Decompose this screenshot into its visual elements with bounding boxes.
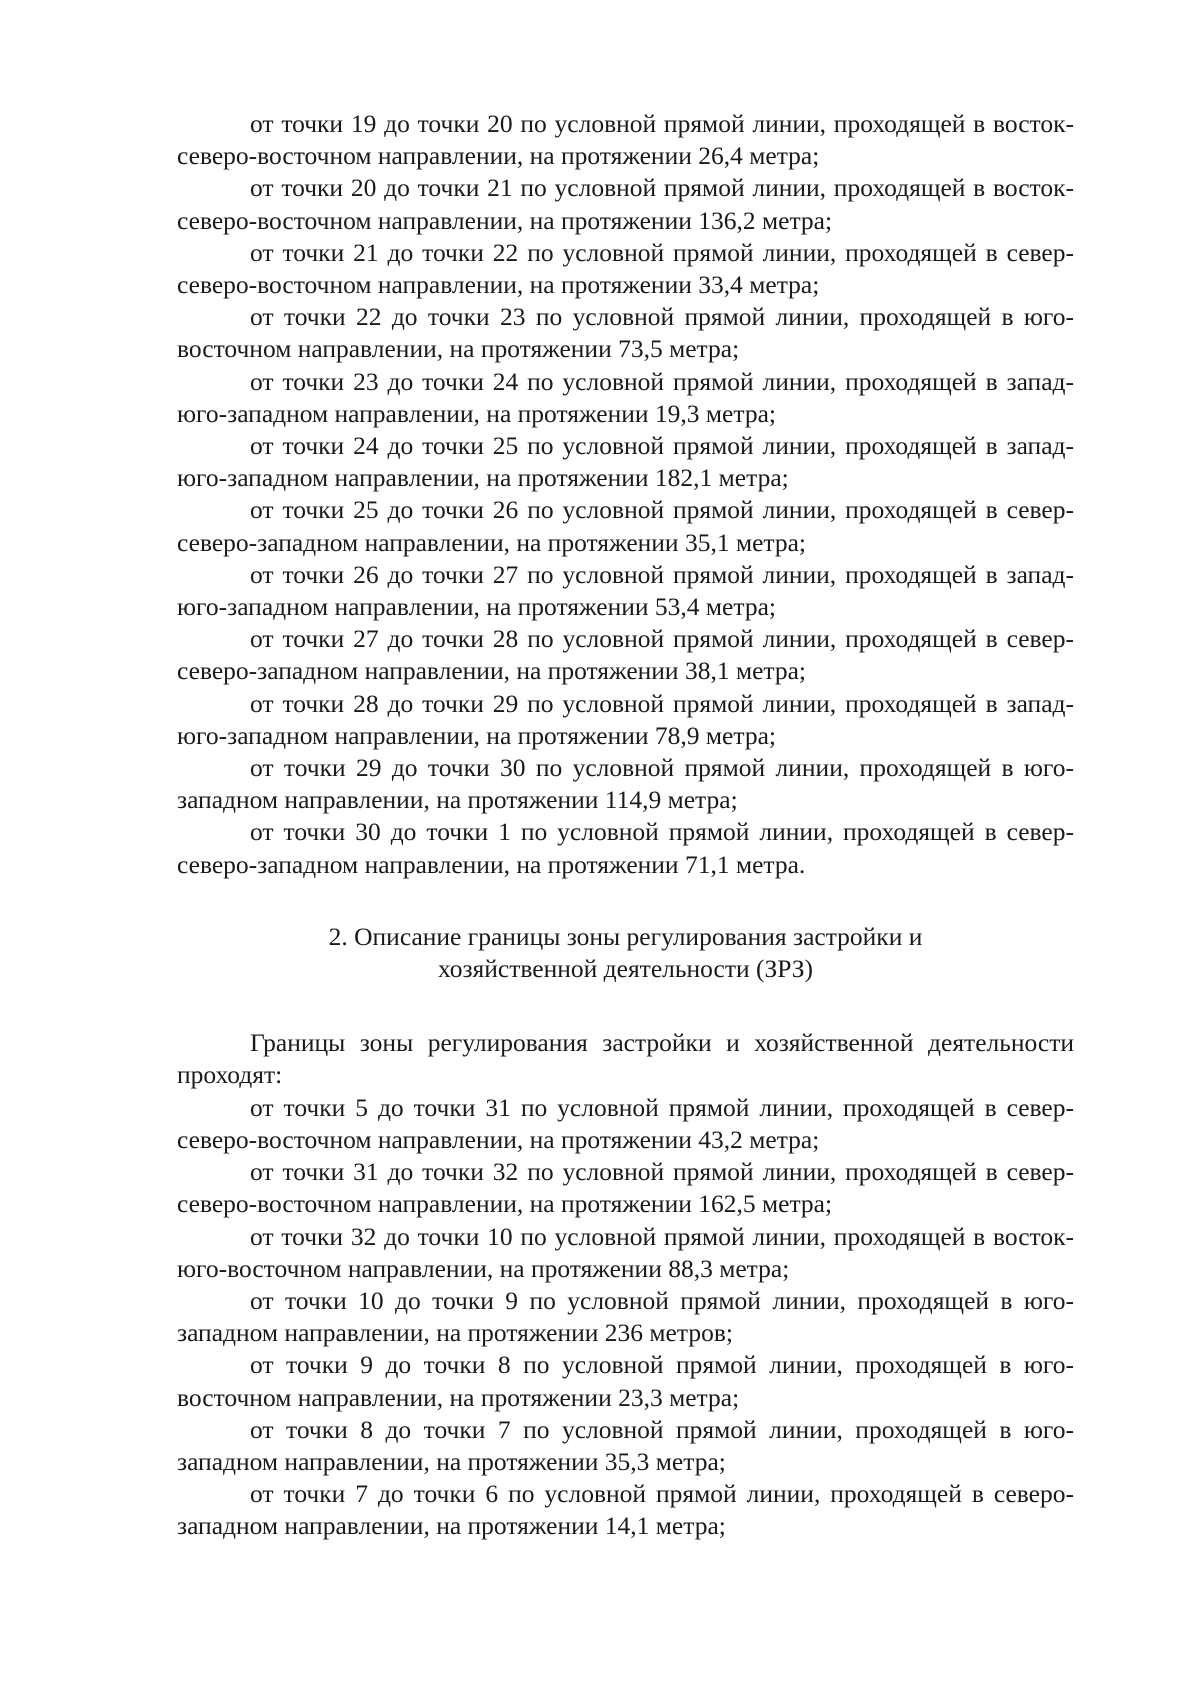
boundary-segment: от точки 26 до точки 27 по условной прямой линии, проходящей в запад-юго-западном направлении, на протяжении 53,4 метра;: [177, 559, 1074, 622]
boundary-segment: от точки 20 до точки 21 по условной прямой линии, проходящей в восток-северо-восточном направлении, на протяжении 136,2 метра;: [177, 173, 1074, 235]
boundary-segment: от точки 25 до точки 26 по условной прямой линии, проходящей в север-северо-западном направлении, на протяжении 35,1 метра;: [177, 495, 1074, 557]
boundary-segment: от точки 9 до точки 8 по условной прямой линии, проходящей в юго-восточном направлении, на протяжении 23,3 метра;: [177, 1350, 1074, 1412]
boundary-segment: от точки 5 до точки 31 по условной прямой линии, проходящей в север-северо-восточном направлении, на протяжении 43,2 метра;: [177, 1092, 1074, 1154]
boundary-segment: от точки 24 до точки 25 по условной прямой линии, проходящей в запад-юго-западном направлении, на протяжении 182,1 метра;: [177, 431, 1074, 493]
section-heading-line2: хозяйственной деятельности (ЗРЗ): [437, 954, 814, 984]
boundary-segment: от точки 22 до точки 23 по условной прямой линии, проходящей в юго-восточном направлении, на протяжении 73,5 метра;: [177, 302, 1074, 364]
boundary-segment: от точки 10 до точки 9 по условной прямой линии, проходящей в юго-западном направлении, на протяжении 236 метров;: [177, 1285, 1074, 1348]
boundary-segment: от точки 23 до точки 24 по условной прямой линии, проходящей в запад-юго-западном направлении, на протяжении 19,3 метра;: [177, 366, 1074, 428]
boundary-segment: от точки 19 до точки 20 по условной прямой линии, проходящей в восток-северо-восточном направлении, на протяжении 26,4 метра;: [177, 109, 1074, 171]
boundary-segment: от точки 27 до точки 28 по условной прямой линии, проходящей в север-северо-западном направлении, на протяжении 38,1 метра;: [177, 624, 1074, 686]
boundary-segment: от точки 21 до точки 22 по условной прямой линии, проходящей в север-северо-восточном направлении, на протяжении 33,4 метра;: [177, 237, 1074, 300]
section-heading-line1: 2. Описание границы зоны регулирования застройки и: [328, 921, 923, 951]
boundary-segment: от точки 29 до точки 30 по условной прямой линии, проходящей в юго-западном направлении, на протяжении 114,9 метра;: [177, 753, 1074, 815]
boundary-segment: от точки 28 до точки 29 по условной прямой линии, проходящей в запад-юго-западном направлении, на протяжении 78,9 метра;: [177, 688, 1074, 750]
boundary-segment: от точки 8 до точки 7 по условной прямой линии, проходящей в юго-западном направлении, на протяжении 35,3 метра;: [177, 1414, 1074, 1476]
section-intro: Границы зоны регулирования застройки и хозяйственной деятельности проходят:: [177, 1028, 1074, 1090]
section-heading: [177, 921, 1074, 985]
boundary-segment: от точки 30 до точки 1 по условной прямой линии, проходящей в север-северо-западном направлении, на протяжении 71,1 метра.: [177, 817, 1074, 879]
boundary-segment: от точки 32 до точки 10 по условной прямой линии, проходящей в восток-юго-восточном направлении, на протяжении 88,3 метра;: [177, 1221, 1074, 1283]
page-content: [177, 108, 1074, 1543]
boundary-segment: от точки 31 до точки 32 по условной прямой линии, проходящей в север-северо-восточном направлении, на протяжении 162,5 метра;: [177, 1157, 1074, 1219]
boundary-segment: от точки 7 до точки 6 по условной прямой линии, проходящей в северо-западном направлении, на протяжении 14,1 метра;: [177, 1479, 1074, 1541]
